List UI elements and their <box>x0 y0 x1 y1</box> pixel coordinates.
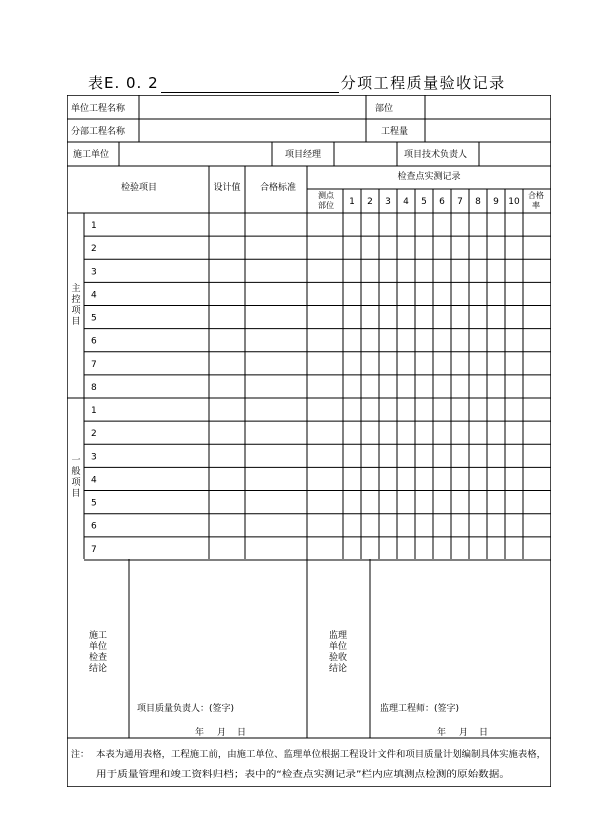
main-item-row-number: 7 <box>91 359 97 370</box>
inspection-form-table <box>67 95 551 787</box>
supervision-conclusion-label <box>329 629 347 674</box>
project-manager-label: 项目经理 <box>285 150 322 160</box>
document-title <box>88 72 506 93</box>
point-number-10: 10 <box>508 197 520 207</box>
main-items-label-char: 控 <box>71 295 81 305</box>
construction-unit-label: 施工单位 <box>73 150 110 160</box>
supervision-signer: 监理工程师：(签字) <box>380 704 460 714</box>
construction-conclusion-label <box>89 630 107 674</box>
general-items-label-char: 般 <box>71 467 81 477</box>
supervision-label-line: 单位 <box>328 642 348 652</box>
main-item-rows <box>91 221 97 393</box>
general-items-label <box>71 456 81 499</box>
point-number-headers <box>349 197 520 207</box>
general-item-row-number: 5 <box>91 498 97 509</box>
general-item-row-number: 1 <box>91 406 97 417</box>
construction-date-day: 日 <box>237 728 247 738</box>
point-number-3: 3 <box>385 197 391 207</box>
general-item-rows <box>91 406 97 555</box>
measure-point-header-line2: 部位 <box>318 201 334 210</box>
general-items-label-char: 目 <box>71 489 81 499</box>
part-label: 部位 <box>375 104 394 114</box>
title-code: 表E. 0. 2 <box>88 74 159 92</box>
supervision-date-month: 月 <box>459 728 469 738</box>
construction-label-line: 施工 <box>88 631 108 641</box>
general-item-row-number: 7 <box>91 544 97 555</box>
general-item-row-number: 3 <box>91 452 97 463</box>
pass-rate-header-line2: 率 <box>532 201 540 210</box>
inspection-item-header: 检验项目 <box>120 183 158 193</box>
title-text: 分项工程质量验收记录 <box>340 74 506 92</box>
construction-label-line: 单位 <box>88 642 108 652</box>
point-number-4: 4 <box>403 197 409 207</box>
main-items-label-char: 项 <box>71 306 81 316</box>
note-prefix: 注： <box>71 750 90 760</box>
supervision-label-line: 监理 <box>328 631 348 641</box>
supervision-date-day: 日 <box>479 728 489 738</box>
quantity-label: 工程量 <box>381 127 409 137</box>
main-items-label-char: 主 <box>71 284 81 294</box>
unit-project-name-label: 单位工程名称 <box>71 104 126 114</box>
construction-label-line: 检查 <box>88 653 108 663</box>
main-item-row-number: 5 <box>91 313 97 324</box>
general-items-label-char: 一 <box>71 456 81 466</box>
project-tech-lead-label: 项目技术负责人 <box>404 150 468 160</box>
supervision-label-line: 验收 <box>328 653 348 663</box>
main-item-row-number: 8 <box>91 382 97 393</box>
point-number-7: 7 <box>457 197 463 207</box>
note-line-2: 用于质量管理和竣工资料归档；表中的“检查点实测记录”栏内应填测点检测的原始数据。 <box>96 770 448 780</box>
main-item-row-number: 3 <box>91 267 97 278</box>
main-items-label <box>71 282 81 327</box>
inspection-record-header: 检查点实测记录 <box>397 172 461 182</box>
main-item-row-number: 4 <box>91 290 97 301</box>
subunit-project-name-label: 分部工程名称 <box>71 127 126 137</box>
general-items-label-char: 项 <box>71 478 81 488</box>
construction-signer: 项目质量负责人：(签字) <box>137 704 235 714</box>
general-item-row-number: 2 <box>91 429 97 440</box>
construction-label-line: 结论 <box>88 664 108 674</box>
main-item-row-number: 2 <box>91 244 97 255</box>
supervision-date-year: 年 <box>437 728 447 738</box>
design-value-header: 设计值 <box>213 183 241 193</box>
measure-point-header-line1: 测点 <box>318 191 334 200</box>
point-number-1: 1 <box>349 197 355 207</box>
construction-date-month: 月 <box>217 728 227 738</box>
main-item-row-number: 1 <box>91 221 97 231</box>
general-item-row-number: 4 <box>91 475 97 486</box>
construction-date-year: 年 <box>195 728 205 738</box>
qualification-standard-header: 合格标准 <box>259 183 297 193</box>
main-items-label-char: 目 <box>71 317 81 327</box>
general-item-row-number: 6 <box>91 521 97 532</box>
point-number-5: 5 <box>421 197 427 207</box>
point-number-6: 6 <box>439 197 445 207</box>
point-number-9: 9 <box>493 197 499 207</box>
point-number-8: 8 <box>475 197 481 207</box>
note-line-1: 本表为通用表格，工程施工前，由施工单位、监理单位根据工程设计文件和项目质量计划编制具体实施表格， <box>96 750 529 760</box>
supervision-label-line: 结论 <box>328 664 348 674</box>
point-number-2: 2 <box>367 197 373 207</box>
title-blank-line <box>161 77 339 93</box>
main-item-row-number: 6 <box>91 336 97 347</box>
pass-rate-header-line1: 合格 <box>528 191 544 200</box>
